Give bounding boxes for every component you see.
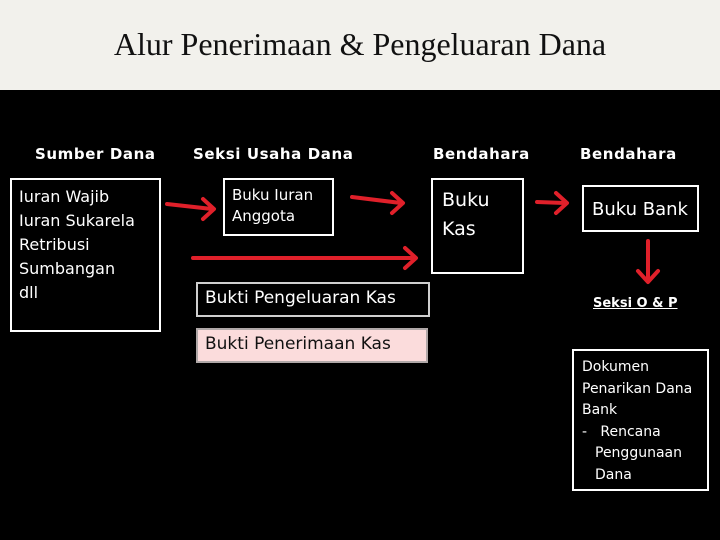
buku-iuran-line1: Buku Iuran: [232, 186, 314, 204]
bukti-pengeluaran-kas-box: Bukti Pengeluaran Kas: [196, 282, 430, 317]
dokumen-line: - Rencana: [582, 423, 661, 440]
arrow-kas-to-bank-icon: [537, 193, 567, 213]
buku-kas-line1: Buku: [442, 189, 490, 211]
source-item: Iuran Wajib: [19, 187, 110, 206]
source-item: Retribusi: [19, 235, 90, 254]
header-bendahara-kas: Bendahara: [433, 145, 530, 163]
arrow-iuran-to-kas-icon: [352, 193, 403, 213]
arrow-bank-to-op-icon: [638, 241, 658, 282]
header-bendahara-bank: Bendahara: [580, 145, 677, 163]
dokumen-line: Bank: [582, 402, 618, 418]
dokumen-line: Penggunaan: [595, 445, 682, 461]
buku-bank-label: Buku Bank: [592, 199, 688, 220]
bukti-penerimaan-kas-box: Bukti Penerimaan Kas: [196, 328, 428, 363]
buku-kas-line2: Kas: [442, 218, 476, 240]
dokumen-line: Dana: [595, 466, 632, 483]
header-seksi-usaha-dana: Seksi Usaha Dana: [193, 145, 354, 163]
dokumen-line: Dokumen: [582, 359, 650, 375]
arrow-long-to-kas-icon: [193, 248, 416, 268]
header-sumber-dana: Sumber Dana: [35, 145, 156, 163]
page-title: Alur Penerimaan & Pengeluaran Dana: [113, 26, 607, 62]
buku-iuran-line2: Anggota: [232, 207, 296, 225]
dokumen-line: Penarikan Dana: [582, 380, 693, 397]
arrow-sumber-to-iuran-icon: [167, 199, 214, 219]
source-item: Iuran Sukarela: [19, 211, 135, 230]
seksi-op-label: Seksi O & P: [593, 296, 678, 311]
source-item: Sumbangan: [19, 259, 116, 278]
source-item: dll: [19, 283, 39, 302]
